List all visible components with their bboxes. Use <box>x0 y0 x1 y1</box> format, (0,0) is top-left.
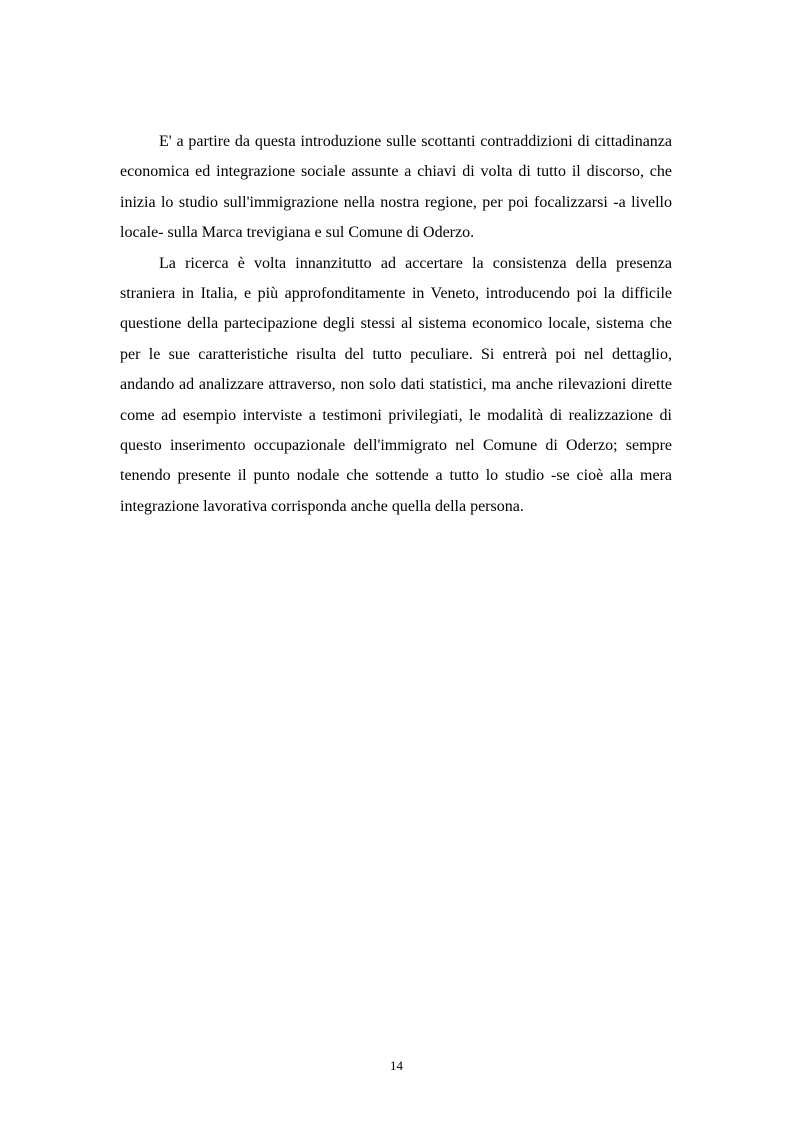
paragraph-1: E' a partire da questa introduzione sulle scottanti contraddizioni di cittadinanza economica ed integrazione sociale assunte a chiavi di volta di tutto il discorso, che inizia lo studio sull'immigrazione nella nostra regione, per poi focalizzarsi -a livello locale- sulla Marca trevigiana e sul Comune di Oderzo. <box>120 133 672 242</box>
body-text <box>120 127 672 522</box>
page-number: 14 <box>390 1058 403 1073</box>
paragraph-2: La ricerca è volta innanzitutto ad accertare la consistenza della presenza straniera in Italia, e più approfonditamente in Veneto, introducendo poi la difficile questione della partecipazione degli stessi al sistema economico locale, sistema che per le sue caratteristiche risulta del tutto peculiare. Si entrerà poi nel dettaglio, andando ad analizzare attraverso, non solo dati statistici, ma anche rilevazioni dirette come ad esempio interviste a testimoni privilegiati, le modalità di realizzazione di questo inserimento occupazionale dell'immigrato nel Comune di Oderzo; sempre tenendo presente il punto nodale che sottende a tutto lo studio -se cioè alla mera integrazione lavorativa corrisponda anche quella della persona. <box>120 254 672 515</box>
